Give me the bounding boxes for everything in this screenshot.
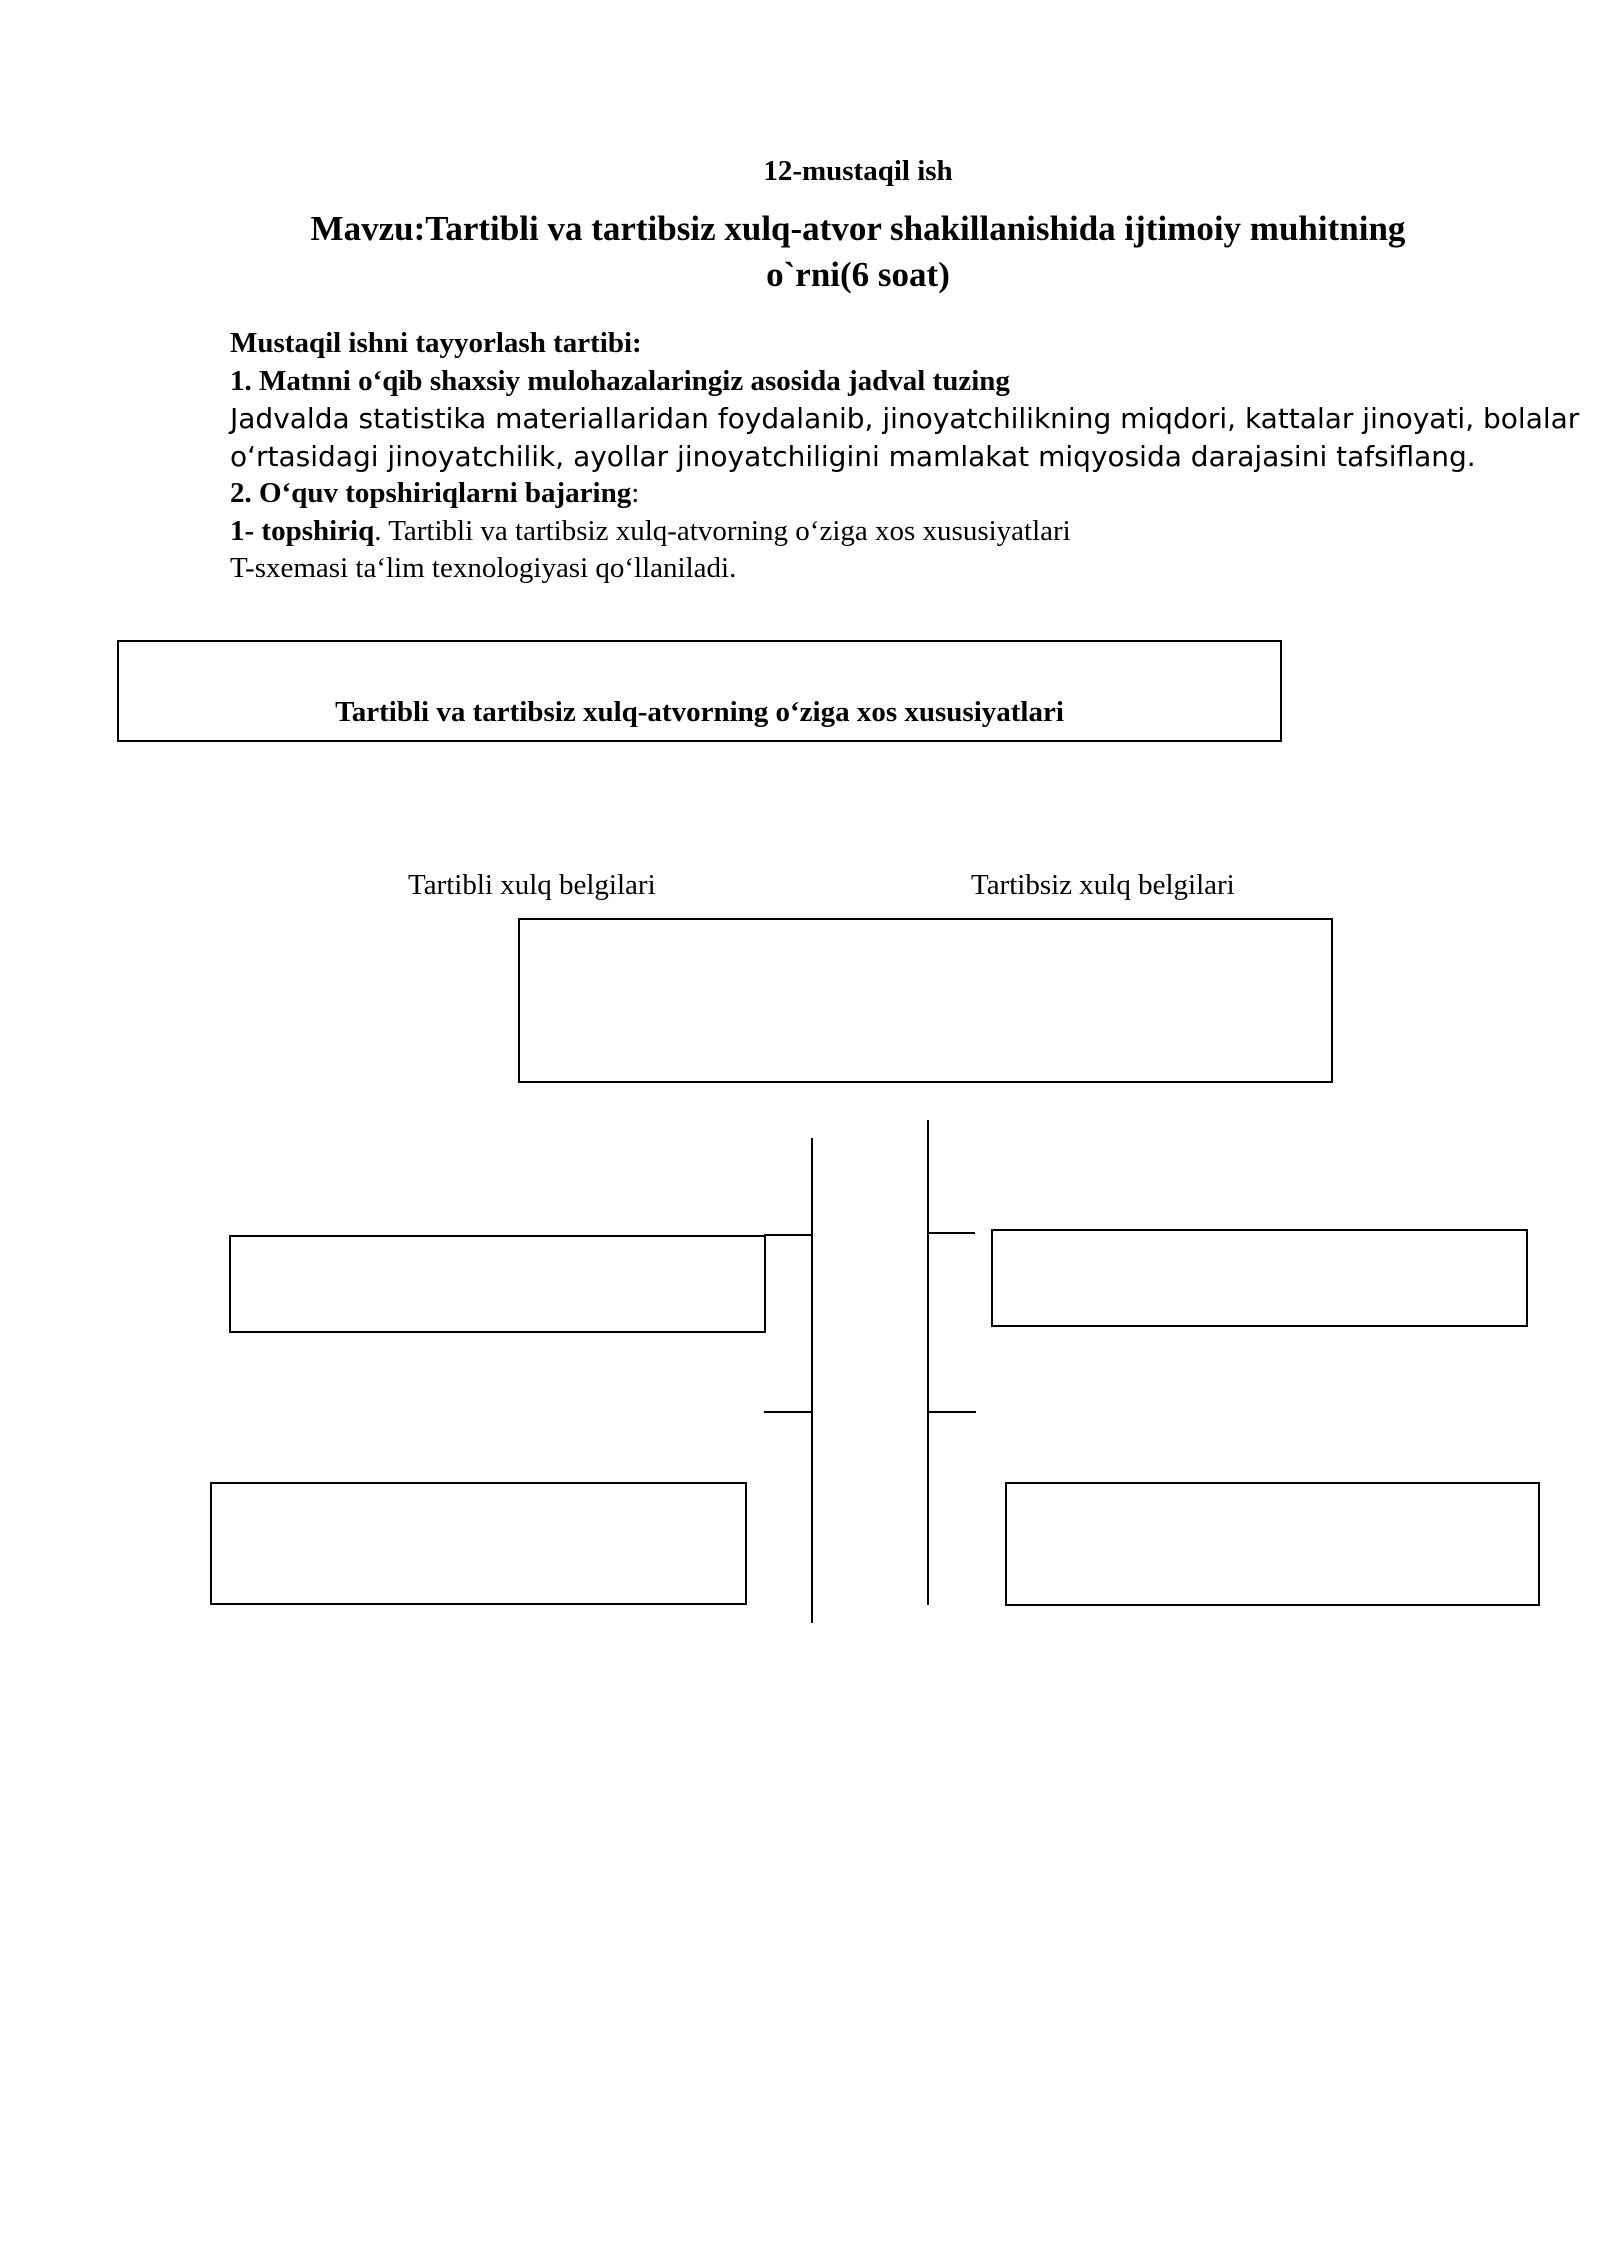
- left-answer-box-2[interactable]: [210, 1482, 747, 1605]
- left-answer-box-1[interactable]: [229, 1235, 766, 1333]
- instructions-heading: Mustaqil ishni tayyorlash tartibi:: [230, 327, 642, 359]
- right-answer-box-1[interactable]: [991, 1229, 1528, 1327]
- right-column-label: Tartibsiz xulq belgilari: [971, 869, 1235, 901]
- right-answer-box-2[interactable]: [1005, 1482, 1540, 1606]
- right-connector-top: [927, 1232, 975, 1234]
- method-line: T-sxemasi ta‘lim texnologiyasi qo‘llaniladi.: [230, 552, 737, 584]
- step-1-description-line-2: o‘rtasidagi jinoyatchilik, ayollar jinoyatchiligini mamlakat miqyosida darajasini tafsiflang.: [230, 439, 1476, 473]
- step-2-line: [230, 475, 1530, 513]
- t-chart-top-answer-box[interactable]: [518, 918, 1333, 1083]
- left-connector-top: [764, 1234, 813, 1236]
- t-chart-left-divider-line: [811, 1138, 813, 1623]
- step-2-colon: :: [631, 477, 640, 509]
- t-chart-header-text: Tartibli va tartibsiz xulq-atvorning o‘ziga xos xususiyatlari: [335, 696, 1064, 728]
- assignment-number-title: 12-mustaqil ish: [763, 155, 953, 187]
- task-1-label: 1- topshiriq: [230, 514, 375, 547]
- right-connector-bottom: [927, 1411, 976, 1413]
- instructions-block: [230, 325, 1580, 588]
- t-chart-header-box: [117, 640, 1282, 742]
- task-1-line: [230, 513, 1530, 551]
- step-2-heading: 2. O‘quv topshiriqlarni bajaring: [230, 477, 632, 509]
- left-connector-bottom: [764, 1411, 813, 1413]
- step-1-heading: 1. Matnni o‘qib shaxsiy mulohazalaringiz asosida jadval tuzing: [230, 364, 1010, 397]
- left-column-label: Tartibli xulq belgilari: [408, 869, 656, 901]
- topic-title-line-2: o`rni(6 soat): [766, 255, 950, 294]
- topic-title: [230, 206, 1486, 298]
- task-1-text: . Tartibli va tartibsiz xulq-atvorning o‘ziga xos xususiyatlari: [374, 514, 1071, 547]
- topic-title-line-1: Mavzu:Tartibli va tartibsiz xulq-atvor shakillanishida ijtimoiy muhitning: [310, 209, 1406, 248]
- step-1-description-line-1: Jadvalda statistika materiallaridan foydalanib, jinoyatchilikning miqdori, kattalar jinoyati, bolalar: [230, 402, 1580, 435]
- t-chart-right-divider-line: [927, 1120, 929, 1605]
